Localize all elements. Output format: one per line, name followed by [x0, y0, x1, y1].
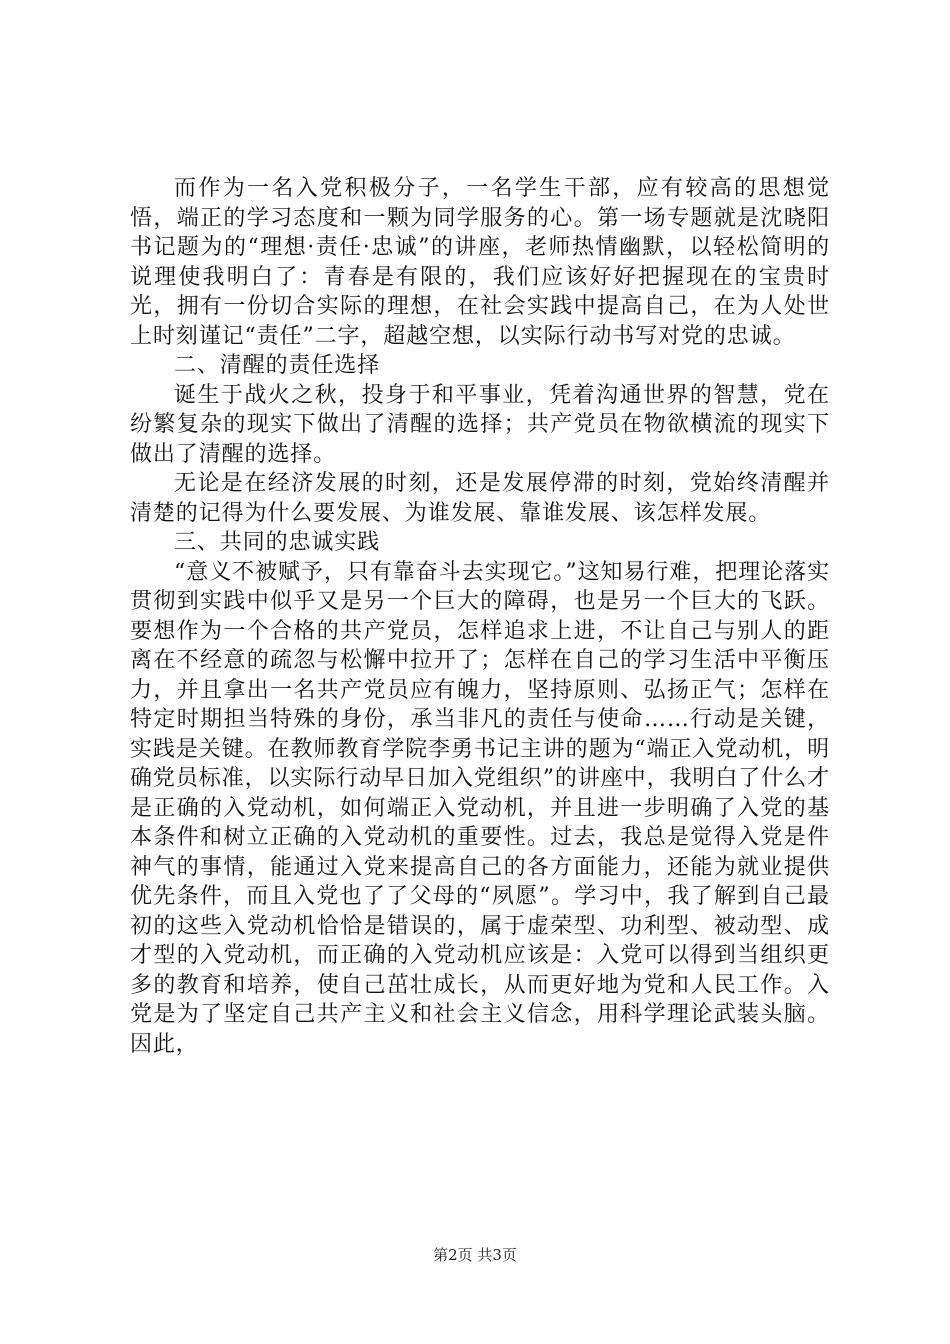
paragraph: 而作为一名入党积极分子，一名学生干部，应有较高的思想觉悟，端正的学习态度和一颗为同学服务的心。第一场专题就是沈晓阳书记题为的“理想·责任·忠诚”的讲座，老师热情幽默，以轻松简明的说理使我明白了：青春是有限的，我们应该好好把握现在的宝贵时光，拥有一份切合实际的理想，在社会实践中提高自己，在为人处世上时刻谨记“责任”二字，超越空想，以实际行动书写对党的忠诚。	[130, 176, 830, 349]
paragraph: “意义不被赋予，只有靠奋斗去实现它。”这知易行难，把理论落实贯彻到实践中似乎又是另一个巨大的障碍，也是另一个巨大的飞跃。要想作为一个合格的共产党员，怎样追求上进，不让自己与别人的距离在不经意的疏忽与松懈中拉开了；怎样在自己的学习生活中平衡压力，并且拿出一名共产党员应有魄力，坚持原则、弘扬正气；怎样在特定时期担当特殊的身份，承当非凡的责任与使命……行动是关键，实践是关键。在教师教育学院李勇书记主讲的题为“端正入党动机，明确党员标准，以实际行动早日加入党组织”的讲座中，我明白了什么才是正确的入党动机，如何端正入党动机，并且进一步明确了入党的基本条件和树立正确的入党动机的重要性。过去，我总是觉得入党是件神气的事情，能通过入党来提高自己的各方面能力，还能为就业提供优先条件，而且入党也了了父母的“夙愿”。学习中，我了解到自己最初的这些入党动机恰恰是错误的，属于虚荣型、功利型、被动型、成才型的入党动机，而正确的入党动机应该是：入党可以得到当组织更多的教育和培养，使自己茁壮成长，从而更好地为党和人民工作。入党是为了坚定自己共产主义和社会主义信念，用科学理论武装头脑。因此，	[130, 559, 830, 1057]
paragraph: 诞生于战火之秋，投身于和平事业，凭着沟通世界的智慧，党在纷繁复杂的现实下做出了清醒的选择；共产党员在物欲横流的现实下做出了清醒的选择。	[130, 382, 830, 467]
page-footer: 第2页 共3页	[433, 1246, 517, 1264]
document-body	[130, 174, 830, 1059]
section-heading: 三、共同的忠诚实践	[174, 530, 381, 555]
paragraph: 无论是在经济发展的时刻，还是发展停滞的时刻，党始终清醒并清楚的记得为什么要发展、为谁发展、靠谁发展、该怎样发展。	[130, 471, 830, 526]
section-heading: 二、清醒的责任选择	[174, 353, 381, 378]
